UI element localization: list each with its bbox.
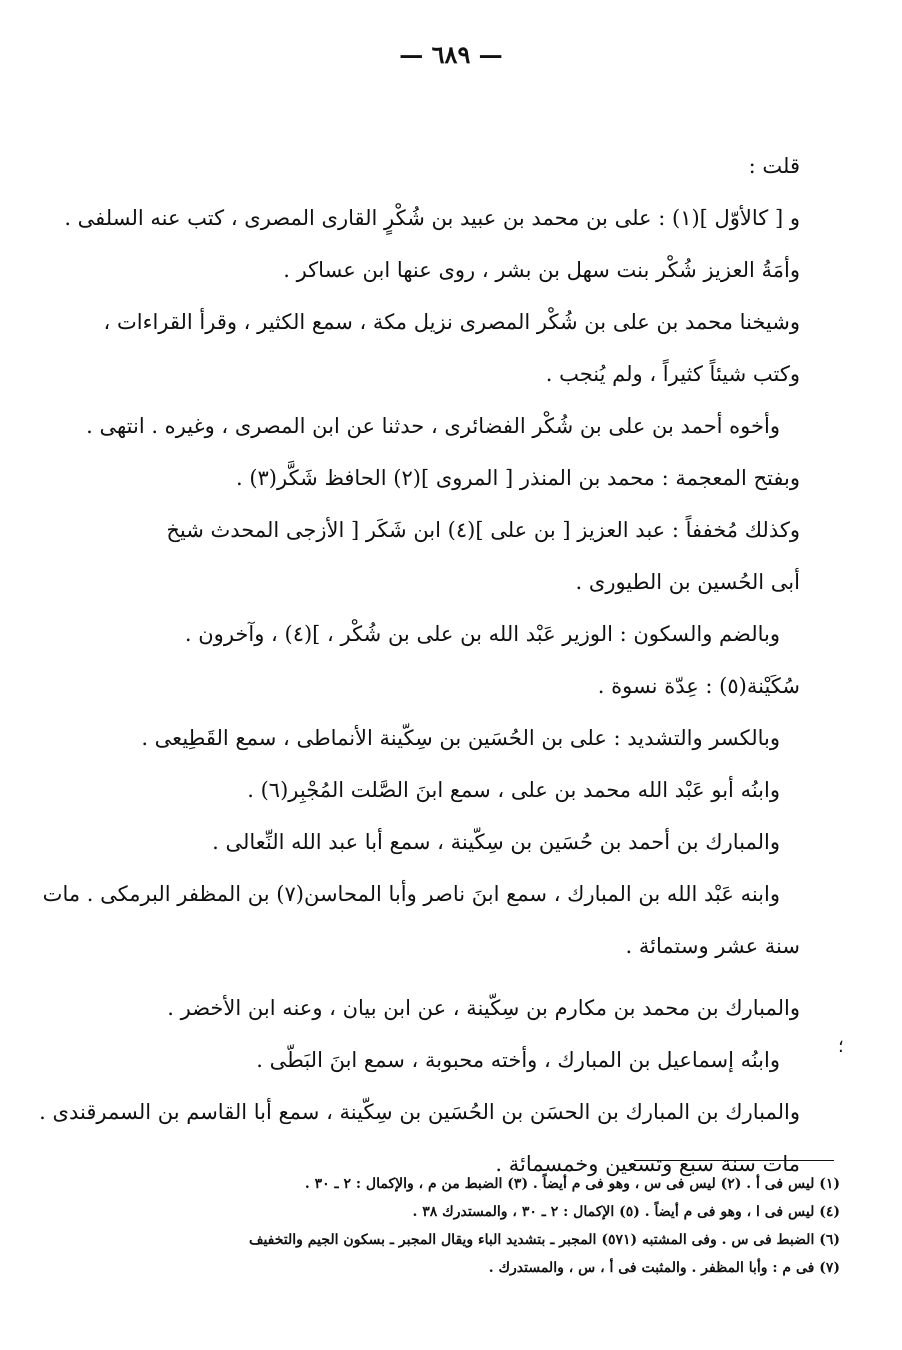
footnote-line: (٤) ليس فى ا ، وهو فى م أيضاً . (٥) الإكمال : ٢ ـ ٣٠ ، والمستدرك ٣٨ . <box>412 1204 840 1220</box>
text-line: وابنُه أبو عَبْد الله محمد بن على ، سمع ابنَ الصَّلت المُجْبِر(٦) . <box>247 778 780 802</box>
text-line: وابنُه إسماعيل بن المبارك ، وأخته محبوبة ، سمع ابنَ البَطّى . <box>256 1048 780 1072</box>
text-line: سنة عشر وستمائة . <box>625 934 800 958</box>
margin-mark: ؛ <box>838 1036 844 1057</box>
footnote-divider <box>634 1160 834 1161</box>
text-line: وشيخنا محمد بن على بن شُكْر المصرى نزيل مكة ، سمع الكثير ، وقرأ القراءات ، <box>103 310 800 334</box>
body-text <box>39 140 800 1190</box>
footnote-line: (٦) الضبط فى س . وفى المشتبه (٥٧١) المجبر ـ بتشديد الباء ويقال المجبر ـ بسكون الجيم والتخفيف <box>248 1232 840 1248</box>
text-line: قلت : <box>748 154 800 178</box>
text-line: والمبارك بن محمد بن مكارم بن سِكّينة ، عن ابن بيان ، وعنه ابن الأخضر . <box>167 996 800 1020</box>
text-line: والمبارك بن المبارك بن الحسَن بن الحُسَين بن سِكّينة ، سمع أبا القاسم بن السمرقندى . <box>39 1100 800 1124</box>
text-line: و [ كالأوّل ](١) : على بن محمد بن عبيد بن شُكْرٍ القارى المصرى ، كتب عنه السلفى . <box>64 206 800 230</box>
footnote-line: (٧) فى م : وأبا المظفر . والمثبت فى أ ، س ، والمستدرك . <box>488 1260 840 1276</box>
text-line: وأمَةُ العزيز شُكْر بنت سهل بن بشر ، روى عنها ابن عساكر . <box>283 258 800 282</box>
text-line: والمبارك بن أحمد بن حُسَين بن سِكّينة ، سمع أبا عبد الله النِّعالى . <box>212 830 780 854</box>
text-line: مات سنة سبع وتسعين وخمسمائة . <box>495 1152 800 1176</box>
text-line: وبالكسر والتشديد : على بن الحُسَين بن سِكّينة الأنماطى ، سمع القَطِيعى . <box>141 726 780 750</box>
footnotes <box>120 1170 840 1282</box>
text-line: وأخوه أحمد بن على بن شُكْر الفضائرى ، حدثنا عن ابن المصرى ، وغيره . انتهى . <box>86 414 780 438</box>
text-line: وبالضم والسكون : الوزير عَبْد الله بن على بن شُكْر ، ](٤) ، وآخرون . <box>184 622 780 646</box>
footnote-line: (١) ليس فى أ . (٢) ليس فى س ، وهو فى م أيضاً . (٣) الضبط من م ، والإكمال : ٢ ـ ٣٠ . <box>304 1176 840 1192</box>
page-number: — ٦٨٩ — <box>399 40 503 69</box>
text-line: وكذلك مُخففاً : عبد العزيز [ بن على ](٤) ابن شَكَر [ الأزجى المحدث شيخ <box>166 518 800 542</box>
text-line: وبفتح المعجمة : محمد بن المنذر [ المروى ](٢) الحافظ شَكَّر(٣) . <box>235 466 800 490</box>
text-line: أبى الحُسين بن الطيورى . <box>575 570 800 594</box>
text-line: سُكَيْنة(٥) : عِدّة نسوة . <box>597 674 800 698</box>
text-line: وكتب شيئاً كثيراً ، ولم يُنجب . <box>545 362 800 386</box>
text-line: وابنه عَبْد الله بن المبارك ، سمع ابنَ ناصر وأبا المحاسن(٧) بن المظفر البرمكى . مات <box>42 882 780 906</box>
